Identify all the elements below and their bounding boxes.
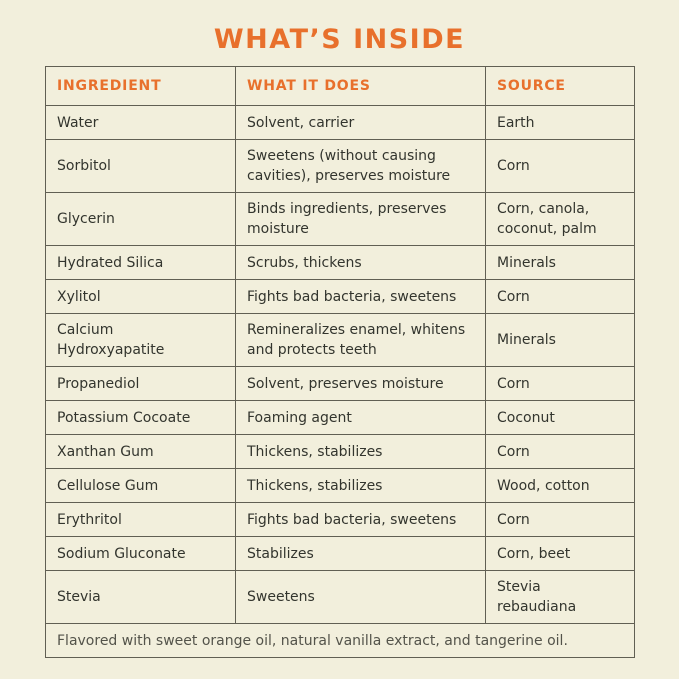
table-row xyxy=(46,469,635,503)
table-row xyxy=(46,435,635,469)
what-it-does-cell: Remineralizes enamel, whitens and protects teeth xyxy=(236,314,486,367)
what-it-does-cell: Stabilizes xyxy=(236,537,486,571)
table-row xyxy=(46,401,635,435)
ingredient-cell: Stevia xyxy=(46,571,236,624)
page-title: WHAT’S INSIDE xyxy=(213,24,466,55)
table-footer-note: Flavored with sweet orange oil, natural vanilla extract, and tangerine oil. xyxy=(46,624,635,658)
source-cell: Minerals xyxy=(486,314,635,367)
ingredient-cell: Erythritol xyxy=(46,503,236,537)
ingredient-cell: Sorbitol xyxy=(46,140,236,193)
ingredients-table xyxy=(45,66,635,658)
source-cell: Corn xyxy=(486,435,635,469)
ingredient-cell: Xanthan Gum xyxy=(46,435,236,469)
table-row xyxy=(46,246,635,280)
table-body xyxy=(46,106,635,624)
what-it-does-cell: Scrubs, thickens xyxy=(236,246,486,280)
ingredient-cell: Propanediol xyxy=(46,367,236,401)
what-it-does-cell: Fights bad bacteria, sweetens xyxy=(236,280,486,314)
table-row xyxy=(46,367,635,401)
table-row xyxy=(46,571,635,624)
source-cell: Earth xyxy=(486,106,635,140)
header-row xyxy=(46,67,635,106)
table-row xyxy=(46,193,635,246)
table-row xyxy=(46,503,635,537)
ingredient-cell: Cellulose Gum xyxy=(46,469,236,503)
what-it-does-cell: Foaming agent xyxy=(236,401,486,435)
column-header-source: SOURCE xyxy=(486,67,635,106)
ingredient-cell: Hydrated Silica xyxy=(46,246,236,280)
ingredient-cell: Calcium Hydroxyapatite xyxy=(46,314,236,367)
what-it-does-cell: Thickens, stabilizes xyxy=(236,469,486,503)
ingredient-cell: Xylitol xyxy=(46,280,236,314)
what-it-does-cell: Solvent, carrier xyxy=(236,106,486,140)
table-row xyxy=(46,537,635,571)
ingredient-cell: Sodium Gluconate xyxy=(46,537,236,571)
table-row xyxy=(46,280,635,314)
table-row xyxy=(46,314,635,367)
source-cell: Wood, cotton xyxy=(486,469,635,503)
source-cell: Corn xyxy=(486,367,635,401)
ingredient-cell: Potassium Cocoate xyxy=(46,401,236,435)
source-cell: Corn, beet xyxy=(486,537,635,571)
what-it-does-cell: Solvent, preserves moisture xyxy=(236,367,486,401)
column-header-ingredient: INGREDIENT xyxy=(46,67,236,106)
what-it-does-cell: Sweetens xyxy=(236,571,486,624)
source-cell: Minerals xyxy=(486,246,635,280)
source-cell: Corn xyxy=(486,503,635,537)
source-cell: Coconut xyxy=(486,401,635,435)
ingredient-cell: Water xyxy=(46,106,236,140)
source-cell: Corn xyxy=(486,140,635,193)
table-row xyxy=(46,106,635,140)
footer-row xyxy=(46,624,635,658)
source-cell: Stevia rebaudiana xyxy=(486,571,635,624)
what-it-does-cell: Fights bad bacteria, sweetens xyxy=(236,503,486,537)
ingredient-cell: Glycerin xyxy=(46,193,236,246)
table-row xyxy=(46,140,635,193)
what-it-does-cell: Sweetens (without causing cavities), preserves moisture xyxy=(236,140,486,193)
column-header-what-it-does: WHAT IT DOES xyxy=(236,67,486,106)
source-cell: Corn xyxy=(486,280,635,314)
what-it-does-cell: Binds ingredients, preserves moisture xyxy=(236,193,486,246)
what-it-does-cell: Thickens, stabilizes xyxy=(236,435,486,469)
source-cell: Corn, canola, coconut, palm xyxy=(486,193,635,246)
